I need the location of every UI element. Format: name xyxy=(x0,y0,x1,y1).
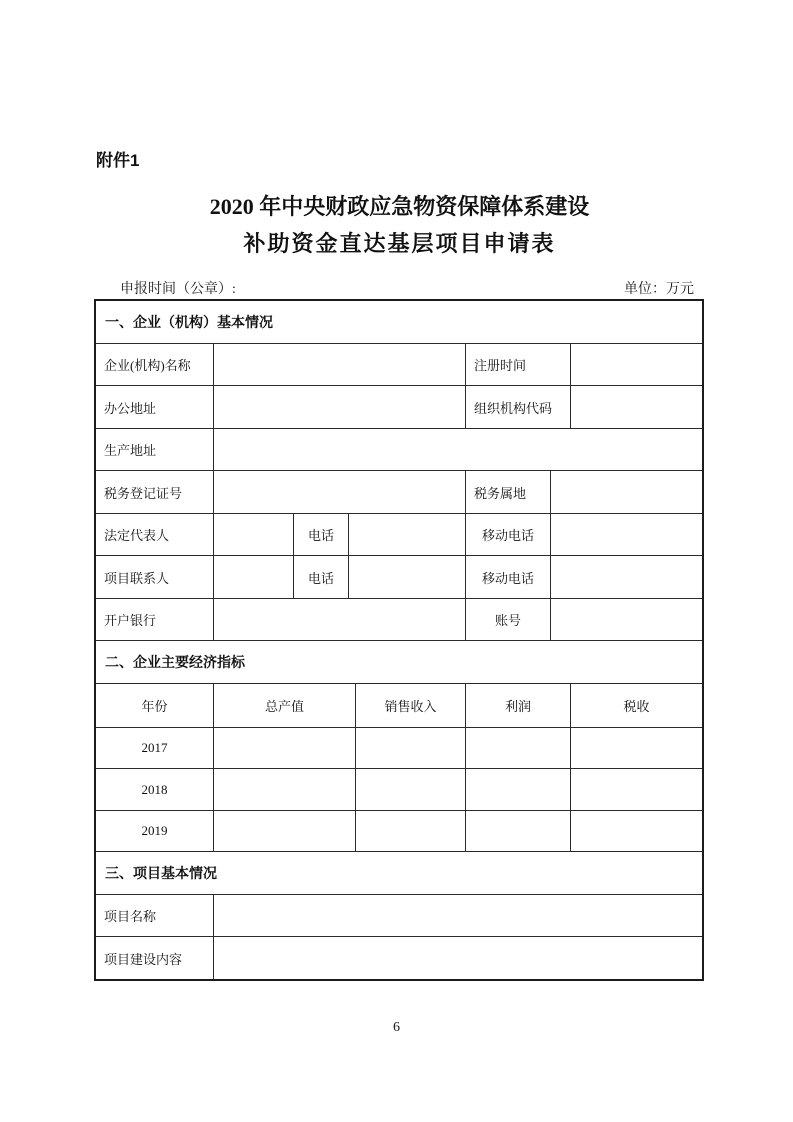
econ-col-year: 年份 xyxy=(96,684,214,728)
phone-label: 电话 xyxy=(294,514,349,556)
declare-time-label: 申报时间（公章）: xyxy=(120,282,236,297)
page-number: 6 xyxy=(393,1020,400,1035)
section1-header-row xyxy=(96,301,702,344)
econ-2017-tax-cell[interactable] xyxy=(571,728,702,769)
section1-title: 一、企业（机构）基本情况 xyxy=(96,301,702,344)
project-name-label: 项目名称 xyxy=(96,895,214,937)
document-title-line1: 2020 年中央财政应急物资保障体系建设 xyxy=(209,194,590,219)
econ-row-2018 xyxy=(96,769,702,811)
company-name-input-cell[interactable] xyxy=(214,344,466,386)
tax-place-label: 税务属地 xyxy=(466,471,551,514)
legal-representative-label: 法定代表人 xyxy=(96,514,214,556)
form-meta-row xyxy=(95,278,704,298)
table-row xyxy=(96,344,702,386)
econ-2018-sales-revenue-cell[interactable] xyxy=(356,769,466,811)
econ-row-2019 xyxy=(96,811,702,852)
section3-title: 三、项目基本情况 xyxy=(96,852,702,895)
tax-registration-label: 税务登记证号 xyxy=(96,471,214,514)
year-2017-label: 2017 xyxy=(96,728,214,769)
econ-col-gross-output: 总产值 xyxy=(214,684,356,728)
contact-phone-label: 电话 xyxy=(294,556,349,599)
econ-2017-sales-revenue-cell[interactable] xyxy=(356,728,466,769)
register-time-label: 注册时间 xyxy=(466,344,571,386)
tax-place-input-cell[interactable] xyxy=(551,471,702,514)
table-row xyxy=(96,895,702,937)
econ-2019-tax-cell[interactable] xyxy=(571,811,702,852)
application-form-table xyxy=(94,299,704,981)
econ-2019-sales-revenue-cell[interactable] xyxy=(356,811,466,852)
mobile-label: 移动电话 xyxy=(466,514,551,556)
section2-title: 二、企业主要经济指标 xyxy=(96,641,702,684)
table-row xyxy=(96,556,702,599)
bank-input-cell[interactable] xyxy=(214,599,466,641)
document-title-line2: 补助资金直达基层项目申请表 xyxy=(243,231,556,256)
econ-col-tax: 税收 xyxy=(571,684,702,728)
table-row xyxy=(96,514,702,556)
econ-row-2017 xyxy=(96,728,702,769)
section2-header-row xyxy=(96,641,702,684)
phone-input-cell[interactable] xyxy=(349,514,466,556)
econ-header-row xyxy=(96,684,702,728)
register-time-input-cell[interactable] xyxy=(571,344,702,386)
org-code-label: 组织机构代码 xyxy=(466,386,571,429)
econ-col-sales-revenue: 销售收入 xyxy=(356,684,466,728)
mobile-input-cell[interactable] xyxy=(551,514,702,556)
contact-mobile-label: 移动电话 xyxy=(466,556,551,599)
table-row xyxy=(96,429,702,471)
org-code-input-cell[interactable] xyxy=(571,386,702,429)
account-label: 账号 xyxy=(466,599,551,641)
table-row xyxy=(96,471,702,514)
econ-2017-profit-cell[interactable] xyxy=(466,728,571,769)
production-address-label: 生产地址 xyxy=(96,429,214,471)
project-name-input-cell[interactable] xyxy=(214,895,702,937)
year-2018-label: 2018 xyxy=(96,769,214,811)
econ-2018-tax-cell[interactable] xyxy=(571,769,702,811)
econ-2018-profit-cell[interactable] xyxy=(466,769,571,811)
office-address-label: 办公地址 xyxy=(96,386,214,429)
project-content-input-cell[interactable] xyxy=(214,937,702,979)
section3-header-row xyxy=(96,852,702,895)
production-address-input-cell[interactable] xyxy=(214,429,702,471)
econ-2019-gross-output-cell[interactable] xyxy=(214,811,356,852)
account-input-cell[interactable] xyxy=(551,599,702,641)
econ-col-profit: 利润 xyxy=(466,684,571,728)
office-address-input-cell[interactable] xyxy=(214,386,466,429)
table-row xyxy=(96,386,702,429)
econ-2019-profit-cell[interactable] xyxy=(466,811,571,852)
year-2019-label: 2019 xyxy=(96,811,214,852)
contact-phone-input-cell[interactable] xyxy=(349,556,466,599)
econ-2018-gross-output-cell[interactable] xyxy=(214,769,356,811)
legal-representative-input-cell[interactable] xyxy=(214,514,294,556)
bank-label: 开户银行 xyxy=(96,599,214,641)
table-row xyxy=(96,599,702,641)
contact-mobile-input-cell[interactable] xyxy=(551,556,702,599)
project-content-label: 项目建设内容 xyxy=(96,937,214,979)
project-contact-input-cell[interactable] xyxy=(214,556,294,599)
econ-2017-gross-output-cell[interactable] xyxy=(214,728,356,769)
company-name-label: 企业(机构)名称 xyxy=(96,344,214,386)
attachment-label: 附件1 xyxy=(96,151,140,170)
table-row xyxy=(96,937,702,979)
unit-label: 单位：万元 xyxy=(624,282,694,297)
tax-registration-input-cell[interactable] xyxy=(214,471,466,514)
project-contact-label: 项目联系人 xyxy=(96,556,214,599)
